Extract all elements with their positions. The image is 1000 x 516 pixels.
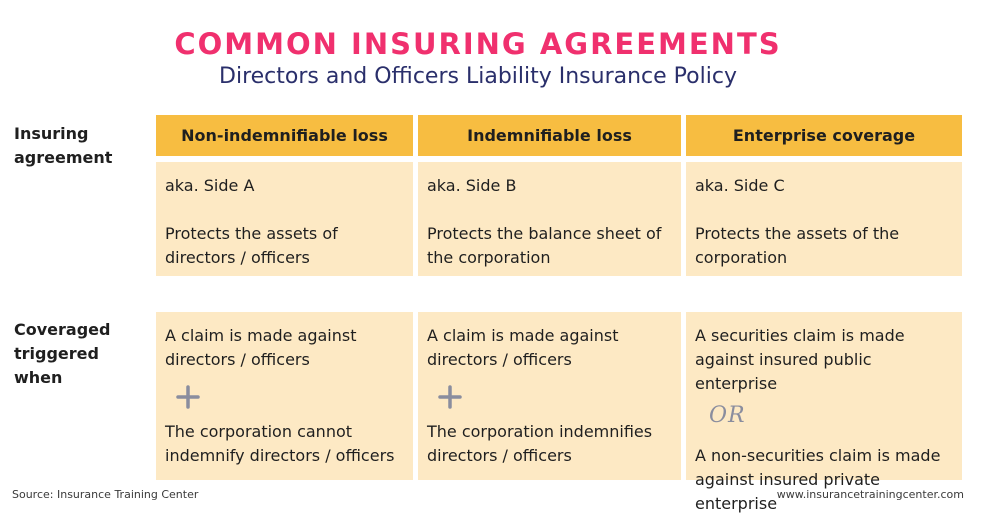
protects-text: Protects the assets of directors / officers (165, 224, 338, 267)
column-header-side-c: Enterprise coverage (686, 115, 962, 156)
trigger-condition-2: The corporation indemnifies directors / officers (427, 422, 653, 465)
trigger-condition-1: A securities claim is made against insured public enterprise (695, 326, 905, 393)
page-subtitle: Directors and Officers Liability Insurance Policy (219, 64, 737, 89)
trigger-condition-2: A non-securities claim is made against insured private enterprise (695, 446, 941, 513)
plus-icon (165, 372, 405, 420)
or-label: OR (709, 403, 746, 428)
column-header-side-b: Indemnifiable loss (418, 115, 681, 156)
insuring-cell-side-c (686, 162, 962, 276)
website-url: www.insurancetrainingcenter.com (776, 488, 964, 501)
trigger-cell-side-a (156, 312, 413, 480)
insuring-cell-side-a (156, 162, 413, 276)
row-label-insuring-agreement: Insuring agreement (14, 124, 113, 167)
plus-icon (427, 372, 673, 420)
source-credit: Source: Insurance Training Center (12, 488, 199, 501)
trigger-cell-side-b (418, 312, 681, 480)
trigger-condition-1: A claim is made against directors / officers (165, 326, 357, 369)
protects-text: Protects the assets of the corporation (695, 224, 900, 267)
aka-label: aka. Side A (165, 176, 255, 195)
column-header-side-a: Non-indemnifiable loss (156, 115, 413, 156)
or-operator (695, 396, 954, 444)
aka-label: aka. Side B (427, 176, 517, 195)
row-label-coverage-triggered: Coveraged triggered when (14, 320, 111, 387)
page-title: COMMON INSURING AGREEMENTS (174, 27, 782, 61)
trigger-condition-2: The corporation cannot indemnify directors / officers (165, 422, 395, 465)
aka-label: aka. Side C (695, 176, 785, 195)
protects-text: Protects the balance sheet of the corporation (427, 224, 662, 267)
trigger-condition-1: A claim is made against directors / officers (427, 326, 619, 369)
insuring-cell-side-b (418, 162, 681, 276)
